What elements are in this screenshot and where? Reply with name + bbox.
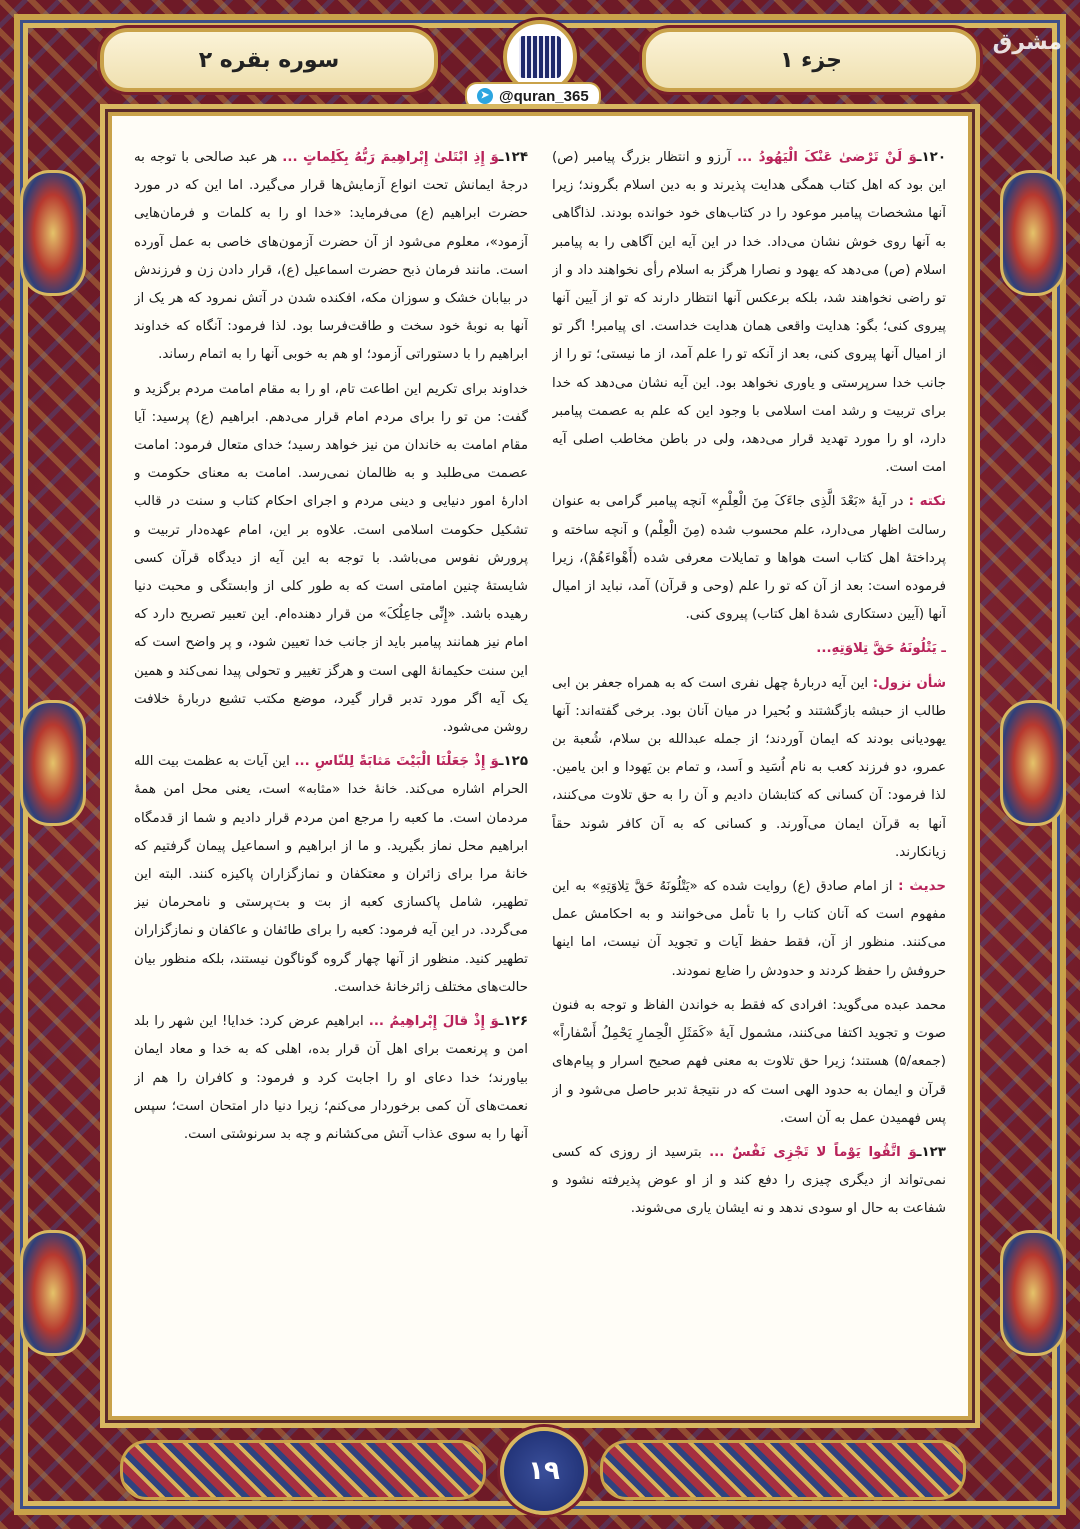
verse-number: ۱۲۰ـ — [916, 150, 946, 165]
paragraph — [134, 1008, 528, 1149]
telegram-handle-badge[interactable] — [465, 82, 601, 110]
paragraph-text: محمد عبده می‌گوید: افرادی که فقط به خواندن الفاظ و توجه به فنون صوت و تجوید اکتفا می‌کنند، مشمول آیهٔ «کَمَثَلِ الْحِمارِ یَحْمِلُ أَسْفاراً» (جمعه/۵) هستند؛ زیرا حق تلاوت به معنی فهم صحیح اسرار و پیام‌های قرآن و ایمان به حدود الهی است که در نتیجهٔ تدبر حاصل می‌شود و از پس فهمیدن عمل به آن است. — [552, 997, 946, 1126]
calligraphy-logo-icon — [519, 36, 561, 78]
juz-cartouche — [642, 28, 980, 92]
text-panel — [108, 112, 972, 1420]
paragraph — [552, 992, 946, 1133]
paragraph — [134, 144, 528, 370]
section-label: نکته : — [908, 494, 946, 510]
verse-excerpt: وَ إِذِ ابْتَلىٰ إِبْراهِیمَ رَبُّهُ بِکَلِماتٍ ... — [282, 150, 499, 165]
paragraph-text: در آیهٔ «بَعْدَ الَّذِی جاءَکَ مِنَ الْعِلْمِ» آنچه پیامبر گرامی به عنوان رسالت اظهار می‌دارد، علم محسوب شده (مِنَ الْعِلْم) و آنچه ساخته و پرداختهٔ اهل کتاب است هواها و تمایلات معرفی شده (أَهْواءَهُمْ)، زیرا فرموده است: بعد از آن که تو را علم (وحی و قرآن) آمد، نباید از امیال آنها (آیین دستکاری شدهٔ اهل کتاب) پیروی کنی. — [552, 494, 946, 623]
paragraph — [552, 635, 946, 663]
frame-medallion — [1000, 170, 1066, 296]
frame-medallion — [20, 170, 86, 296]
verse-excerpt: وَ اتَّقُوا یَوْماً لا تَجْزِی نَفْسٌ ... — [709, 1144, 917, 1160]
paragraph — [552, 144, 946, 482]
paragraph — [134, 748, 528, 1002]
bottom-ornament — [120, 1440, 486, 1500]
frame-medallion — [20, 700, 86, 826]
left-column — [134, 144, 528, 1400]
juz-label: جزء ۱ — [780, 47, 842, 73]
paragraph — [552, 488, 946, 629]
site-watermark: مشرق — [992, 30, 1062, 55]
paragraph-text: ابراهیم عرض کرد: خدایا! این شهر را بلد امن و پرنعمت برای اهل آن قرار بده، اهلی که به خدا و معاد ایمان بیاورند؛ خدا دعای او را اجابت کرد و فرمود: و کافران را هم از نعمت‌های آن کمی برخوردار می‌کنم؛ زیرا دنیا دار امتحان است؛ سپس آنها را به سوی عذاب آتش می‌کشانم و چه بد سرنوشتی است. — [134, 1014, 528, 1142]
frame-medallion — [1000, 700, 1066, 826]
verse-excerpt: وَ إِذْ قالَ إِبْراهِیمُ ... — [368, 1014, 499, 1030]
verse-excerpt: ـ یَتْلُونَهُ حَقَّ تِلاوَتِهِ... — [816, 641, 946, 657]
paragraph — [134, 376, 528, 743]
page-number: ۱۹ — [528, 1456, 560, 1486]
page-number-medallion — [500, 1427, 588, 1515]
paragraph-text: هر عبد صالحی با توجه به درجهٔ ایمانش تحت انواع آزمایش‌ها قرار می‌گیرد. اما این که در مورد حضرت ابراهیم (ع) می‌فرماید: «خدا او را به کلمات و فرمان‌هایی آزمود»، معلوم می‌شود از آن حضرت آزمون‌های خاصی به عمل آورده است. مانند فرمان ذبح حضرت اسماعیل (ع)، قرار دادن زن و فرزندش در بیابان خشک و سوزان مکه، افکنده شدن در آتش نمرود که هر یک از آنها به نوبهٔ خود سخت و طاقت‌فرسا بود. لذا فرمود: آنگاه که خداوند ابراهیم را با دستوراتی آزمود؛ او هم به خوبی آنها را به اتمام رساند. — [134, 150, 528, 363]
telegram-handle: @quran_365 — [499, 87, 589, 105]
verse-number: ۱۲۳ـ — [916, 1144, 946, 1160]
frame-medallion — [1000, 1230, 1066, 1356]
paragraph-text: از امام صادق (ع) روایت شده که «یَتْلُونَهُ حَقَّ تِلاوَتِهِ» به این مفهوم است که آنان کتاب را با تأمل می‌خوانند و به احکامش عمل می‌کنند. منظور از آن، فقط حفظ آیات و تجوید آن نیست، اما اینها حروفش را حفظ کردند و حدودش را ضایع نمودند. — [552, 879, 946, 979]
section-label: شأن نزول: — [872, 675, 946, 691]
paragraph — [552, 1139, 946, 1224]
section-label: حدیث : — [898, 879, 946, 895]
paragraph-text: این آیه دربارهٔ چهل نفری است که به همراه جعفر بن ابی طالب از حبشه بازگشتند و بُحیرا در میان آنان بود. برخی گفته‌اند: آنها یهودیانی بودند که ایمان آوردند؛ از جمله عبدالله بن سلام، شُعبة بن عمرو، دو فرزند کعب به نام اُسَید و اَسد، و تمام بن یَهودا و ابن یامین. لذا فرمود: آن کسانی که کتابشان دادیم و آن را به حق تلاوت می‌کنند، آنها به قرآن ایمان می‌آورند. و کسانی که به آن کافر شوند حقاً زیانکارند. — [552, 675, 946, 860]
page-header — [100, 20, 980, 90]
right-column — [552, 144, 946, 1400]
paragraph-text: خداوند برای تکریم این اطاعت تام، او را به مقام امامت مردم برگزید و گفت: من تو را برای مردم امام قرار می‌دهم. ابراهیم (ع) پرسید: آیا مقام امامت به خاندان من نیز خواهد رسید؛ خدای متعال فرمود: امامت عصمت می‌طلبد و به ظالمان نمی‌رسد. امامت به معنای حکومت و ادارهٔ امور دنیایی و دینی مردم و اجرای احکام کتاب و سنت در قالب تشکیل حکومت اسلامی است. علاوه بر این، امام عهده‌دار تربیت و پرورش نفوس می‌باشد. با توجه به این آیه از دیدگاه قرآن کسی شایستهٔ چنین امامتی است که به طور کلی از وابستگی و محبت دنیا رهیده باشد. «إِنِّی جاعِلُکَ» من قرار دهنده‌ام. این تعبیر تصریح دارد که امام نیز همانند پیامبر باید از جانب خدا تعیین شود، و پر واضح است که این سنت حکیمانهٔ الهی است و هرگز تغییر و تحولی پیدا نمی‌کند و همین یک آیه اگر مورد تدبر قرار گیرد، موضع مکتب تشیع دربارهٔ خلافت روشن می‌شود. — [134, 381, 528, 736]
paragraph — [552, 873, 946, 986]
paragraph-text: بترسید از روزی که کسی نمی‌تواند از دیگری چیزی را دفع کند و از او عوض پذیرفته نشود و شفاعت به حال او سودی ندهد و نه ایشان یاری می‌شوند. — [552, 1144, 946, 1217]
verse-number: ۱۲۵ـ — [498, 754, 528, 770]
bottom-ornament — [600, 1440, 966, 1500]
telegram-icon: ➤ — [477, 88, 493, 104]
paragraph-text: این آیات به عظمت بیت الله الحرام اشاره می‌کند. خانهٔ خدا «مثابه» است، یعنی محل امن همهٔ مردمان است. ما کعبه را مرجع امن مردم قرار دادیم و شما از قدمگاه ابراهیم محل نماز بگیرید. و ما از ابراهیم و اسماعیل پیمان گرفتیم که خانهٔ مرا برای زائران و معتکفان و نمازگزاران پاکیزه کنند. البته این تطهیر، شامل پاکسازی کعبه از بت و بت‌پرستی و نامحرمان نیز می‌گردد. در این آیه فرمود: کعبه را برای طائفان و عاکفان و نمازگزاران تطهیر کنید. منظور از آنها چهار گروه گوناگون نیستند، بلکه منظور بیان حالت‌های مختلف زائرخانهٔ خداست. — [134, 754, 528, 995]
frame-medallion — [20, 1230, 86, 1356]
paragraph-text: آرزو و انتظار بزرگ پیامبر (ص) این بود که اهل کتاب همگی هدایت پذیرند و به دین اسلام بگروند؛ زیرا آنها مشخصات پیامبر موعود را در کتاب‌های خود خوانده بودند. لذاگاهی به آنها روی خوش نشان می‌داد. خدا در این آیه این آگاهی را به پیامبر اسلام (ص) می‌دهد که یهود و نصارا هرگز به اسلام رأی نخواهند داد و از تو راضی نخواهند شد، بلکه برعکس آنها انتظار دارند که تو از آیین آنها پیروی کنی؛ بگو: هدایت واقعی همان هدایت خداست. ای پیامبر! اگر تو از امیال آنها پیروی کنی، بعد از آنکه تو را علم آمد، از ما نیستی؛ تو را از جانب خدا سرپرستی و یاوری نخواهد بود. این آیه نشان می‌دهد که خدا برای تربیت و رشد امت اسلامی با وجود این که علم به عصمت پیامبر دارد، او را مورد تهدید قرار می‌دهد، ولی در باطن مخاطب اصلی آیه امت است. — [552, 150, 946, 476]
verse-number: ۱۲۶ـ — [498, 1014, 528, 1030]
surah-cartouche — [100, 28, 438, 92]
verse-excerpt: وَ إِذْ جَعَلْنَا الْبَیْتَ مَثابَةً لِلنّاسِ ... — [294, 754, 499, 770]
paragraph — [552, 670, 946, 867]
verse-excerpt: وَ لَنْ تَرْضىٰ عَنْکَ الْیَهُودُ ... — [736, 150, 917, 165]
surah-label: سوره بقره ۲ — [198, 47, 340, 73]
verse-number: ۱۲۴ـ — [498, 150, 528, 165]
